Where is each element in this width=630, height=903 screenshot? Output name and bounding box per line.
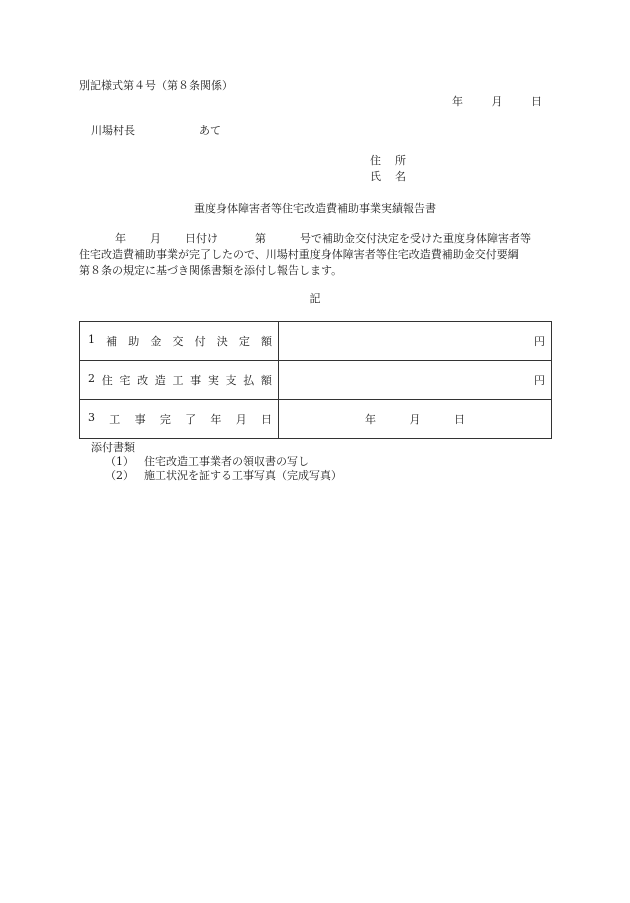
label-char: 了 [185, 413, 197, 426]
label-char: 宅 [119, 374, 131, 387]
item-number: （1） [105, 455, 134, 468]
label-char: 工 [172, 374, 184, 387]
record-mark: 記 [309, 292, 321, 305]
table-row [80, 400, 552, 439]
yen-unit: 円 [534, 374, 545, 387]
label-char: 額 [261, 335, 272, 348]
report-table [79, 321, 552, 439]
label-char: 交 [172, 335, 184, 348]
submission-date [452, 95, 542, 109]
address-char: 所 [395, 154, 406, 167]
label-char: 払 [243, 374, 255, 387]
item-text: 住宅改造工事業者の領収書の写し [144, 455, 309, 468]
item-number: （2） [105, 469, 134, 482]
label-char: 実 [207, 374, 219, 387]
label-char: 金 [150, 335, 162, 348]
yen-unit: 円 [534, 335, 545, 348]
month-label: 月 [409, 413, 421, 426]
label-char: 付 [194, 335, 206, 348]
year-label: 年 [452, 95, 463, 108]
body-line-2: 住宅改造費補助事業が完了したので、川場村重度身体障害者等住宅改造費補助金交付要綱 [79, 248, 519, 261]
addressee-name: 川場村長 [91, 124, 135, 137]
document-title: 重度身体障害者等住宅改造費補助事業実績報告書 [194, 202, 436, 215]
body-line-3: 第８条の規定に基づき関係書類を添付し報告します。 [79, 264, 343, 277]
list-item [105, 469, 342, 483]
name-char: 名 [395, 170, 406, 183]
label-char: 助 [128, 335, 140, 348]
completion-date-label [80, 400, 279, 439]
day-label: 日 [454, 413, 465, 426]
applicant-block [370, 154, 406, 186]
body-year: 年 [115, 232, 126, 245]
addressee-suffix: あて [199, 124, 221, 137]
subsidy-amount-value[interactable] [279, 322, 552, 361]
label-char: 補 [106, 335, 118, 348]
list-item [105, 455, 342, 469]
month-label: 月 [491, 95, 503, 108]
label-char: 月 [235, 413, 247, 426]
label-char: 1 [88, 333, 95, 346]
address-char: 住 [370, 154, 381, 167]
table-row [80, 361, 552, 400]
label-char: 定 [238, 335, 250, 348]
body-line-1 [79, 231, 559, 247]
year-label: 年 [365, 413, 376, 426]
label-char: 額 [260, 374, 272, 387]
label-char: 支 [225, 374, 237, 387]
table-row [80, 322, 552, 361]
label-char: 事 [134, 413, 146, 426]
label-char: 住 [101, 374, 113, 387]
form-number: 別記様式第４号（第８条関係） [79, 79, 233, 92]
day-label: 日 [531, 95, 542, 108]
actual-payment-value[interactable] [279, 361, 552, 400]
label-char: 日 [260, 413, 272, 426]
label-char: 完 [159, 413, 171, 426]
item-text: 施工状況を証する工事写真（完成写真） [144, 469, 342, 482]
label-char: 2 [88, 372, 95, 385]
label-char: 事 [190, 374, 202, 387]
completion-date-value[interactable] [279, 400, 552, 439]
label-char: 決 [216, 335, 228, 348]
label-char: 造 [154, 374, 166, 387]
label-char: 工 [109, 413, 121, 426]
addressee [91, 124, 221, 138]
label-char: 3 [88, 411, 95, 424]
label-char: 年 [210, 413, 222, 426]
body-line-1-text: 号で補助金交付決定を受けた重度身体障害者等 [300, 232, 531, 245]
body-month: 月 [150, 232, 161, 245]
body-number-prefix: 第 [255, 232, 266, 245]
actual-payment-label [80, 361, 279, 400]
address-label [370, 154, 406, 168]
attachments [91, 441, 342, 483]
report-body [79, 231, 559, 279]
name-label [370, 170, 406, 184]
body-day: 日付け [185, 232, 218, 245]
name-char: 氏 [370, 170, 381, 183]
attachments-heading: 添付書類 [91, 441, 135, 454]
label-char: 改 [137, 374, 149, 387]
subsidy-amount-label [80, 322, 279, 361]
